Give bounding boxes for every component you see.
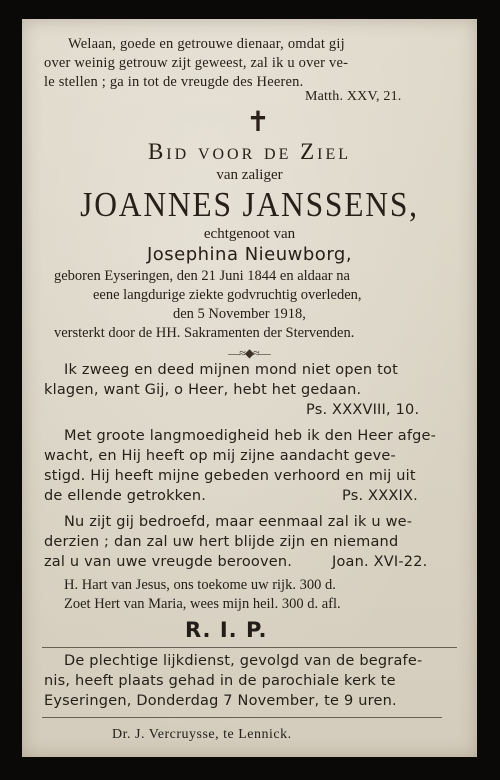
verse4-line-3: zal u van uwe vreugde berooven. bbox=[44, 554, 293, 570]
verse2-line-2: klagen, want Gij, o Heer, hebt het gedaan. bbox=[44, 382, 362, 398]
verse2-ref: Ps. XXXVIII, 10. bbox=[306, 402, 420, 418]
verse3-line-1: Met groote langmoedigheid heb ik den Heer afge- bbox=[64, 428, 437, 444]
rip-text: R. I. P. bbox=[185, 618, 268, 642]
details-line-2: eene langdurige ziekte godvruchtig overleden, bbox=[93, 287, 362, 303]
verse3-line-4: de ellende getrokken. bbox=[44, 488, 207, 504]
funeral-line-3: Eyseringen, Donderdag 7 November, te 9 uren. bbox=[44, 693, 397, 709]
spouse-name: Josephina Nieuwborg, bbox=[146, 244, 353, 265]
verse3-ref: Ps. XXXIX. bbox=[342, 488, 418, 504]
van-zaliger: van zaliger bbox=[216, 167, 283, 183]
verse-top-line-3: le stellen ; ga in tot de vreugde des Heeren. bbox=[44, 74, 304, 90]
verse-top-line-2: over weinig getrouw zijt geweest, zal ik u over ve- bbox=[44, 55, 349, 71]
verse4-line-1: Nu zijt gij bedroefd, maar eenmaal zal ik u we- bbox=[64, 514, 413, 530]
verse3-line-3: stigd. Hij heeft mijne gebeden verhoord en mij uit bbox=[44, 468, 416, 484]
funeral-line-1: De plechtige lijkdienst, gevolgd van de begrafe- bbox=[64, 653, 423, 669]
deceased-name: JOANNES JANSSENS, bbox=[80, 185, 419, 224]
details-line-1: geboren Eyseringen, den 21 Juni 1844 en aldaar na bbox=[54, 268, 350, 284]
verse2-line-1: Ik zweeg en deed mijnen mond niet open tot bbox=[64, 362, 398, 378]
divider-rule-bottom bbox=[42, 717, 442, 718]
details-line-4: versterkt door de HH. Sakramenten der Stervenden. bbox=[54, 325, 355, 341]
verse4-ref: Joan. XVI-22. bbox=[332, 554, 428, 570]
echtgenoot-label: echtgenoot van bbox=[203, 226, 296, 242]
ornament-divider: —≈◆≈— bbox=[228, 346, 270, 360]
verse-top-line-1: Welaan, goede en getrouwe dienaar, omdat gij bbox=[68, 36, 345, 52]
printer-credit: Dr. J. Vercruysse, te Lennick. bbox=[112, 727, 292, 742]
indulgence-line-2: Zoet Hert van Maria, wees mijn heil. 300 d. afl. bbox=[64, 596, 341, 612]
verse-top-ref: Matth. XXV, 21. bbox=[305, 89, 402, 104]
verse4-line-2: derzien ; dan zal uw hert blijde zijn en niemand bbox=[44, 534, 399, 550]
memorial-card bbox=[22, 19, 477, 757]
funeral-line-2: nis, heeft plaats gehad in de parochiale kerk te bbox=[44, 673, 396, 689]
verse3-line-2: wacht, en Hij heeft op mij zijne aandacht geve- bbox=[44, 448, 396, 464]
heading: Bid voor de Ziel bbox=[147, 139, 352, 164]
indulgence-line-1: H. Hart van Jesus, ons toekome uw rijk. 300 d. bbox=[64, 577, 336, 593]
cross-icon: ✝ bbox=[246, 107, 270, 138]
details-line-3: den 5 November 1918, bbox=[173, 306, 306, 322]
divider-rule bbox=[42, 647, 457, 648]
